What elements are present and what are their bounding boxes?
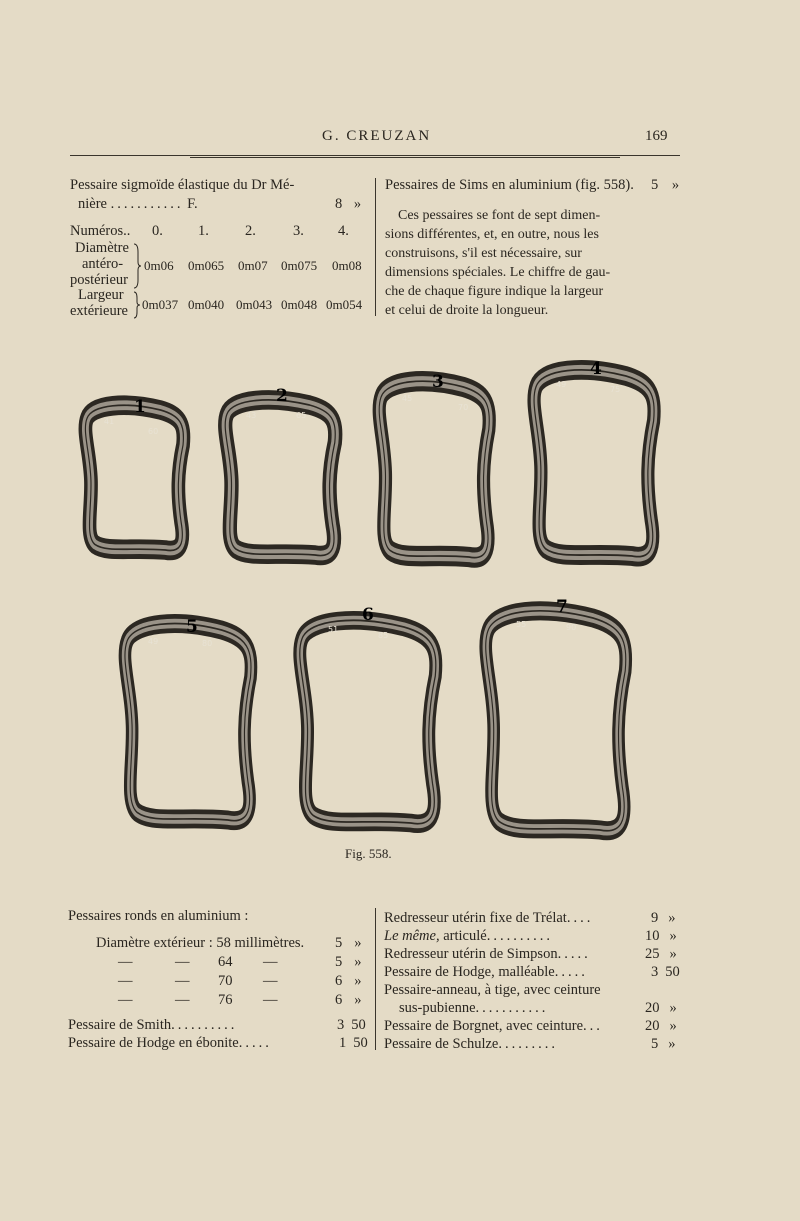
hodge-malleable-line <box>384 963 588 982</box>
trelat-line <box>384 909 593 928</box>
ronds-row-4-price <box>335 991 362 1010</box>
ring-3-mark-width: 45 <box>402 394 413 403</box>
ronds-row-3-size: 70 <box>218 973 233 989</box>
ronds-row-3-price-value: 6 <box>335 973 343 989</box>
sims-price <box>651 176 679 195</box>
largeur-label-2: extérieure <box>70 303 128 319</box>
fig-label-4: 4 <box>590 359 602 379</box>
ring-4-mark-width: 49 <box>556 380 567 389</box>
sims-para-6: et celui de droite la longueur. <box>385 303 549 318</box>
meme-label: Le même, <box>384 928 440 944</box>
ronds-row-4-dash-d: — <box>263 992 278 1008</box>
ring-1-mark-length: 60 <box>148 427 159 436</box>
ring-2-mark-width: 43 <box>246 411 257 420</box>
sims-para-4: dimensions spéciales. Le chiffre de gau- <box>385 265 611 280</box>
larg-value-0: 0m037 <box>142 297 179 312</box>
column-divider-bottom <box>375 908 376 1050</box>
ronds-row-2-dash-b: — <box>175 954 190 970</box>
ring-4 <box>534 370 654 557</box>
schulze-price <box>651 1035 676 1054</box>
trelat-dots: .... <box>566 910 594 926</box>
diametre-label-3: postérieur <box>70 272 128 288</box>
ronds-row-4-size: 76 <box>218 992 233 1008</box>
ring-2 <box>225 400 335 556</box>
hodge-malleable-price-cents: 50 <box>665 964 680 980</box>
ronds-row-1-price-unit: » <box>354 935 362 951</box>
menieres-line2 <box>78 195 198 214</box>
anneau-label: Pessaire-anneau, à tige, avec ceinture <box>384 982 601 998</box>
menieres-price-value: 8 <box>335 196 343 212</box>
ring-3 <box>379 381 489 557</box>
ronds-row-2-price-value: 5 <box>335 954 343 970</box>
ring-2-mark-length: 65 <box>296 411 307 420</box>
numero-0: 0. <box>152 223 163 239</box>
hodge-ebonite-label: Pessaire de Hodge en ébonite <box>68 1035 239 1051</box>
hodge-ebonite-price-value: 1 <box>339 1035 347 1051</box>
hodge-ebonite-price-cents: 50 <box>353 1035 368 1051</box>
schulze-line <box>384 1035 558 1054</box>
sims-para-1: Ces pessaires se font de sept dimen- <box>398 208 601 223</box>
meme-price <box>645 927 677 946</box>
ronds-row-1-price-value: 5 <box>335 935 343 951</box>
meme-dots: .......... <box>486 928 553 944</box>
ronds-row-3-price <box>335 972 362 991</box>
borgnet-line <box>384 1017 603 1036</box>
ring-7-mark-length: 90 <box>566 623 577 632</box>
sims-price-value: 5 <box>651 177 659 193</box>
running-header-author: G. CREUZAN <box>322 128 432 144</box>
diam-value-4: 0m08 <box>332 258 362 273</box>
hodge-ebonite-price <box>339 1034 368 1053</box>
hodge-malleable-price-value: 3 <box>651 964 659 980</box>
diametre-label-2: antéro- <box>82 256 124 272</box>
ronds-row-3-dash-a: — <box>118 973 133 989</box>
column-divider-top <box>375 178 376 316</box>
menieres-dots: ........... <box>110 196 184 212</box>
menieres-suffix: F. <box>187 196 198 212</box>
diam-value-1: 0m065 <box>188 258 225 273</box>
trelat-label: Redresseur utérin fixe de Trélat <box>384 910 567 926</box>
anneau-price-value: 20 <box>645 1000 660 1016</box>
sims-price-unit: » <box>671 177 680 193</box>
ronds-row-2-price-unit: » <box>354 954 362 970</box>
diam-value-2: 0m07 <box>238 258 268 273</box>
menieres-line2-text: nière <box>78 196 107 212</box>
borgnet-price <box>645 1017 677 1036</box>
fig-label-1: 1 <box>134 397 146 417</box>
ronds-row-2-dash-d: — <box>263 954 278 970</box>
hodge-malleable-price <box>651 963 680 982</box>
larg-value-4: 0m054 <box>326 297 363 312</box>
header-rule <box>70 155 680 156</box>
fig-label-5: 5 <box>186 617 198 637</box>
numeros-label: Numéros.. <box>70 223 131 239</box>
anneau-price <box>645 999 677 1018</box>
diam-value-0: 0m06 <box>144 258 174 273</box>
anneau-line2 <box>399 999 548 1018</box>
hodge-ebonite-line <box>68 1034 272 1053</box>
sims-para-5: che de chaque figure indique la largeur <box>385 284 604 299</box>
ronds-row-4-dash-a: — <box>118 992 133 1008</box>
anneau-dots: ........... <box>475 1000 549 1016</box>
pessary-figure <box>0 350 800 850</box>
simpson-dots: ..... <box>557 946 591 962</box>
smith-dots: .......... <box>171 1017 238 1033</box>
anneau-price-unit: » <box>669 1000 677 1016</box>
ring-1 <box>85 405 183 550</box>
page-number: 169 <box>645 128 668 144</box>
ring-6-mark-length: 85 <box>378 631 389 640</box>
meme-price-unit: » <box>669 928 677 944</box>
fig-label-3: 3 <box>432 372 444 392</box>
ring-6 <box>300 620 436 823</box>
ronds-row-4-price-unit: » <box>354 992 362 1008</box>
schulze-price-unit: » <box>668 1036 676 1052</box>
largeur-label-1: Largeur <box>78 287 124 303</box>
numero-2: 2. <box>245 223 256 239</box>
simpson-price-value: 25 <box>645 946 660 962</box>
ring-1-mark-width: 41 <box>104 417 115 426</box>
trelat-price-unit: » <box>668 910 676 926</box>
borgnet-price-value: 20 <box>645 1018 660 1034</box>
ronds-title: Pessaires ronds en aluminium : <box>68 908 249 924</box>
anneau-label-2: sus-pubienne <box>399 1000 476 1016</box>
ring-6-mark-width: 51 <box>328 625 339 634</box>
borgnet-dots: ... <box>583 1018 603 1034</box>
simpson-line <box>384 945 591 964</box>
ronds-row-4-dash-b: — <box>175 992 190 1008</box>
hodge-malleable-label: Pessaire de Hodge, malléable <box>384 964 555 980</box>
larg-value-3: 0m048 <box>281 297 318 312</box>
sims-para-3: construisons, s'il est nécessaire, sur <box>385 246 582 261</box>
numero-1: 1. <box>198 223 209 239</box>
ring-5-mark-width: 49 <box>148 637 159 646</box>
numero-3: 3. <box>293 223 304 239</box>
smith-line <box>68 1016 237 1035</box>
header-rule-inner <box>190 157 620 158</box>
menieres-price-unit: » <box>353 196 362 212</box>
hodge-ebonite-dots: ..... <box>238 1035 272 1051</box>
ronds-row-2-size: 64 <box>218 954 233 970</box>
meme-label-2: articulé <box>443 928 487 944</box>
larg-value-2: 0m043 <box>236 297 273 312</box>
numero-4: 4. <box>338 223 349 239</box>
borgnet-label: Pessaire de Borgnet, avec ceinture <box>384 1018 584 1034</box>
schulze-label: Pessaire de Schulze <box>384 1036 499 1052</box>
schulze-price-value: 5 <box>651 1036 659 1052</box>
diametre-brace <box>132 242 142 290</box>
simpson-price <box>645 945 677 964</box>
sims-para-2: sions différentes, et, en outre, nous les <box>385 227 599 242</box>
ring-5 <box>125 624 251 821</box>
ronds-row-1-label: Diamètre extérieur : 58 millimètres. <box>96 935 305 951</box>
meme-price-value: 10 <box>645 928 660 944</box>
ring-4-mark-length: 75 <box>610 385 621 394</box>
trelat-price-value: 9 <box>651 910 659 926</box>
diametre-label-1: Diamètre <box>75 240 129 256</box>
larg-value-1: 0m040 <box>188 297 225 312</box>
menieres-line1: Pessaire sigmoïde élastique du Dr Mé- <box>70 177 295 193</box>
smith-price-cents: 50 <box>351 1017 366 1033</box>
ronds-row-3-dash-b: — <box>175 973 190 989</box>
ring-3-mark-length: 70 <box>458 403 469 412</box>
figure-caption: Fig. 558. <box>345 846 392 861</box>
ronds-row-2-price <box>335 953 362 972</box>
smith-label: Pessaire de Smith <box>68 1017 172 1033</box>
ronds-row-4-price-value: 6 <box>335 992 343 1008</box>
trelat-price <box>651 909 676 928</box>
ring-7-mark-width: 55 <box>516 620 527 629</box>
fig-label-6: 6 <box>362 605 374 625</box>
smith-price-value: 3 <box>337 1017 345 1033</box>
fig-label-2: 2 <box>276 386 288 406</box>
schulze-dots: ......... <box>498 1036 558 1052</box>
ring-5-mark-length: 80 <box>202 639 213 648</box>
borgnet-price-unit: » <box>669 1018 677 1034</box>
menieres-price <box>335 195 361 214</box>
diam-value-3: 0m075 <box>281 258 318 273</box>
simpson-label: Redresseur utérin de Simpson <box>384 946 558 962</box>
ronds-row-1-price <box>335 934 362 953</box>
sims-title: Pessaires de Sims en aluminium (fig. 558). <box>385 177 634 193</box>
hodge-malleable-dots: ..... <box>554 964 588 980</box>
ronds-row-2-dash-a: — <box>118 954 133 970</box>
fig-label-7: 7 <box>556 597 568 617</box>
ronds-row-3-dash-d: — <box>263 973 278 989</box>
meme-line <box>384 927 553 946</box>
simpson-price-unit: » <box>669 946 677 962</box>
ring-7 <box>486 611 626 831</box>
ronds-row-3-price-unit: » <box>354 973 362 989</box>
largeur-brace <box>132 290 142 320</box>
smith-price <box>337 1016 366 1035</box>
